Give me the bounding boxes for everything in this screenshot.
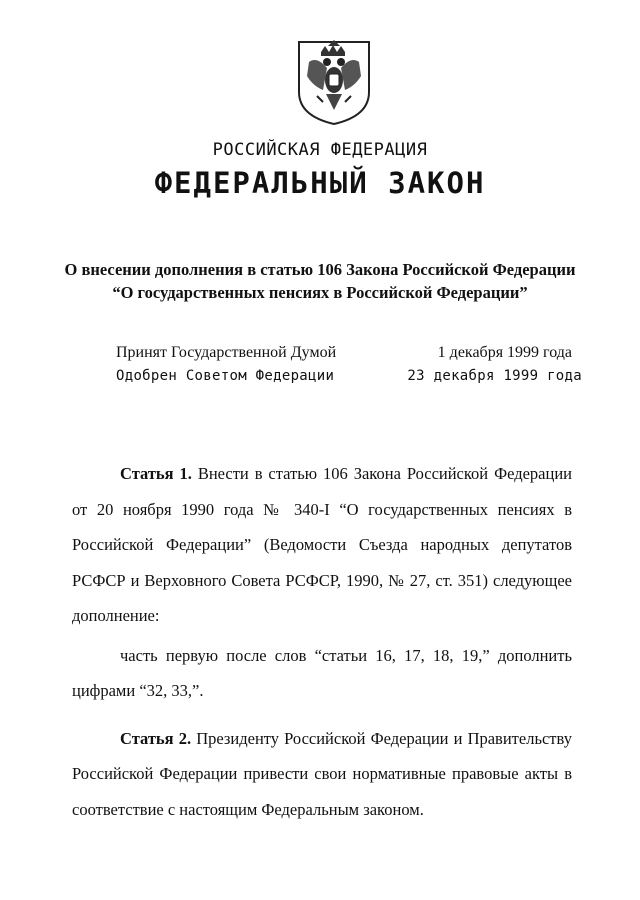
article-2-heading: Статья 2. [120, 728, 197, 748]
law-title [0, 258, 640, 304]
article-2-text: Президенту Российской Федерации и Правительству Российской Федерации привести свои нормативные правовые акты в соответствие с настоящим Федеральным законом. [72, 728, 572, 819]
adoption-duma-date: 1 декабря 1999 года [437, 344, 572, 361]
law-body [72, 456, 572, 827]
document-type-heading: ФЕДЕРАЛЬНЫЙ ЗАКОН [154, 166, 486, 200]
article-2 [72, 721, 572, 828]
article-1 [72, 456, 572, 634]
adoption-council-label: Одобрен Советом Федерации [116, 368, 335, 384]
article-1-subtext: часть первую после слов “статьи 16, 17, 18, 19,” дополнить цифрами “32, 33,”. [72, 645, 572, 700]
law-title-line-2: “О государственных пенсиях в Российской Федерации” [112, 283, 528, 302]
law-title-line-1: О внесении дополнения в статью 106 Закона Российской Федерации [64, 260, 576, 279]
article-1-text: Внести в статью 106 Закона Российской Федерации от 20 ноября 1990 года № 340-I “О государственных пенсиях в Российской Федерации” (Ведомости Съезда народных депутатов РСФСР и Верховного Совета РСФСР, 1990, № 27, ст. 351) следующее дополнение: [72, 464, 572, 625]
adoption-duma-label: Принят Государственной Думой [116, 344, 337, 361]
adoption-council-date: 23 декабря 1999 года [407, 368, 582, 384]
country-name: РОССИЙСКАЯ ФЕДЕРАЦИЯ [212, 140, 428, 160]
article-1-heading: Статья 1. [120, 464, 198, 483]
coat-of-arms-icon [293, 36, 375, 128]
